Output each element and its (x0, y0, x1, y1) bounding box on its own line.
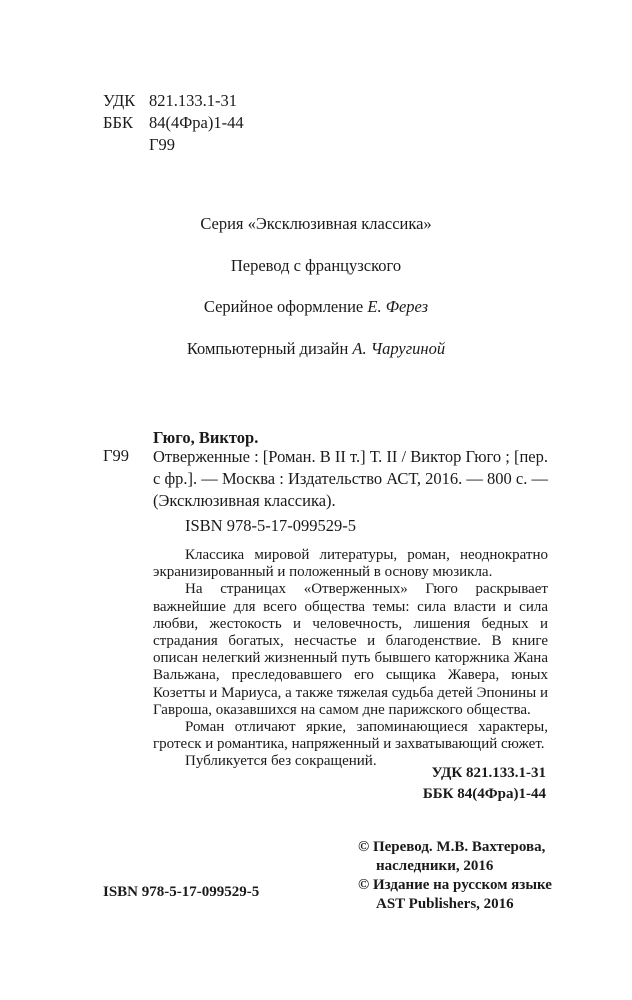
bottom-bbk: ББК 84(4Фра)1-44 (422, 786, 546, 802)
copyright-block (358, 838, 558, 914)
catalog-author: Гюго, Виктор. (153, 428, 259, 447)
design-name: Е. Ферез (367, 297, 429, 316)
computer-design-credit (0, 339, 632, 359)
copyright-translation: © Перевод. М.В. Вахтерова, (358, 839, 546, 855)
udk-label: УДК (103, 91, 136, 110)
annotation-paragraph: На страницах «Отверженных» Гюго раскрывает важнейшие для всего общества темы: сила власти и сила любви, жестокость и человечность, лишения бедных и страдания богатых, несчастье и благоденствие. В книге описан нелегкий жизненный путь бывшего каторжника Жана Вальжана, преследовавшего его сыщика Жавера, юных Козетты и Мариуса, а также тяжелая судьба детей Эпонины и Гавроша, оказавшихся на самом дне парижского общества. (153, 581, 548, 718)
computer-design-name: А. Чаругиной (352, 339, 446, 358)
annotation-paragraph: Роман отличают яркие, запоминающиеся характеры, гротеск и романтика, напряженный и захватывающий сюжет. (153, 719, 548, 753)
bbk-row (103, 112, 244, 134)
author-mark-row (103, 134, 244, 156)
catalog-description: Отверженные : [Роман. В II т.] Т. II / Виктор Гюго ; [пер. с фр.]. — Москва : Издательство АСТ, 2016. — 800 с. — (Эксклюзивная классика). (153, 447, 548, 510)
bottom-isbn: ISBN 978-5-17-099529-5 (103, 884, 260, 900)
bottom-udk: УДК 821.133.1-31 (431, 765, 546, 781)
copyright-heirs: наследники, 2016 (376, 858, 494, 874)
catalog-isbn: ISBN 978-5-17-099529-5 (185, 516, 356, 535)
computer-design-label: Компьютерный дизайн (186, 339, 349, 358)
translation-credit: Перевод с французского (230, 256, 402, 275)
series-credit: Серия «Эксклюзивная классика» (200, 214, 432, 233)
annotation-paragraph: Публикуется без сокращений. (185, 753, 377, 770)
design-label: Серийное оформление (203, 297, 364, 316)
catalog-mark: Г99 (103, 446, 130, 465)
bottom-classification (340, 763, 546, 805)
copyright-publisher: AST Publishers, 2016 (376, 896, 514, 912)
udk-row (103, 90, 244, 112)
annotation (153, 547, 548, 771)
annotation-paragraph: Классика мировой литературы, роман, неоднократно экранизированный и положенный в основу мюзикла. (153, 547, 548, 581)
bbk-value: 84(4Фра)1-44 (149, 113, 244, 132)
bbk-label: ББК (103, 113, 133, 132)
classification-codes (103, 90, 244, 156)
design-credit (0, 297, 632, 317)
udk-value: 821.133.1-31 (149, 91, 237, 110)
copyright-edition: © Издание на русском языке (358, 877, 552, 893)
author-mark: Г99 (149, 135, 176, 154)
